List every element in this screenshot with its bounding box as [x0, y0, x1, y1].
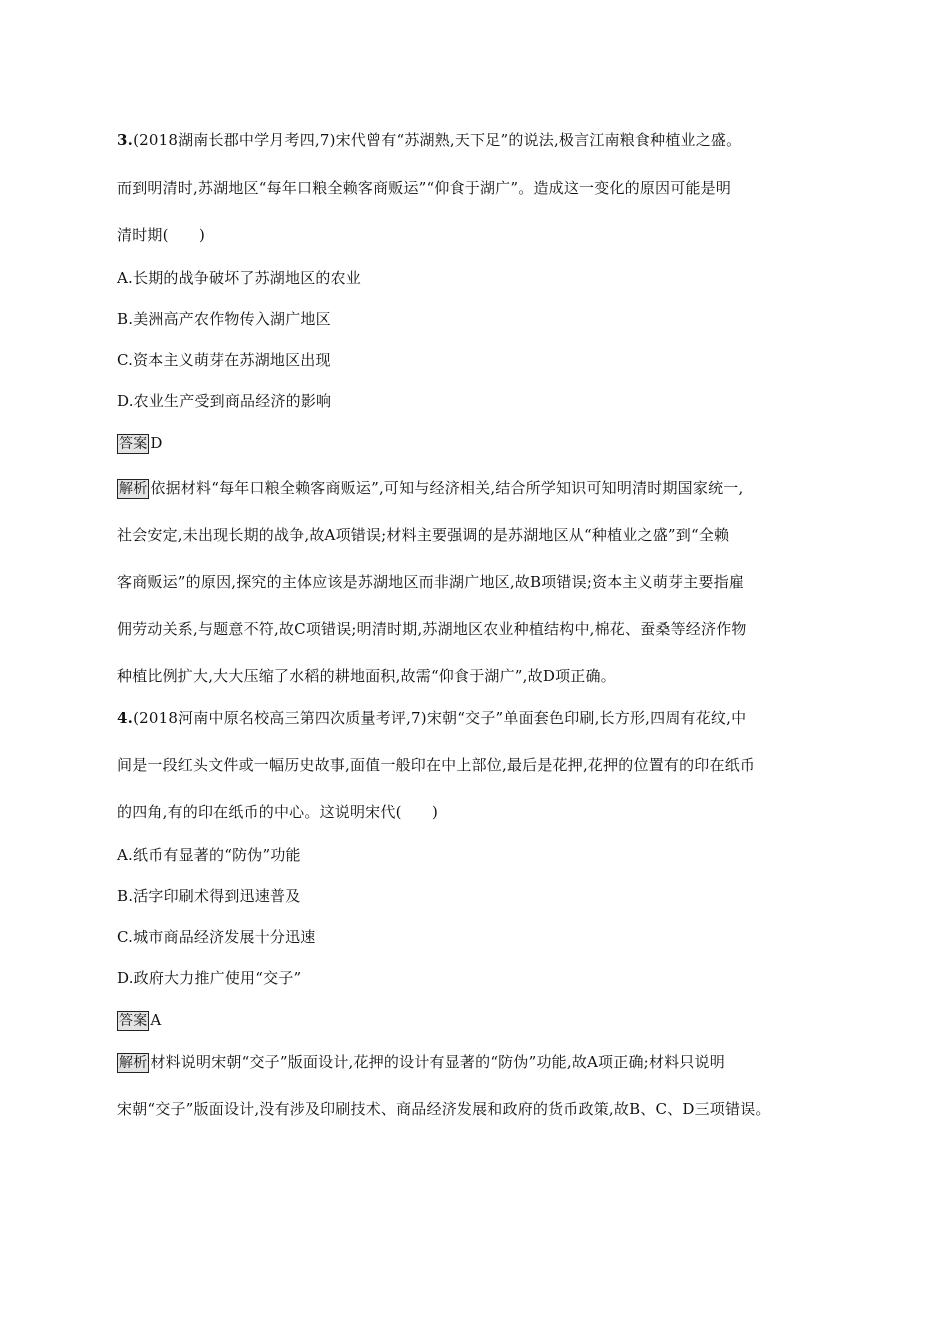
q4-option-d: D.政府大力推广使用“交子”	[117, 969, 302, 987]
q3-answer-label: 答案	[119, 436, 148, 452]
q3-analysis-line-2: 社会安定,未出现长期的战争,故A项错误;材料主要强调的是苏湖地区从“种植业之盛”到“全赖	[117, 526, 730, 544]
q4-answer-value: A	[150, 1011, 162, 1029]
q3-option-b: B.美洲高产农作物传入湖广地区	[117, 310, 331, 328]
q4-answer-line	[117, 1010, 847, 1031]
q3-option-d: D.农业生产受到商品经济的影响	[117, 392, 332, 410]
q4-stem-text-1: (2018河南中原名校高三第四次质量考评,7)宋朝“交子”单面套色印刷,长方形,四周有花纹,中	[133, 709, 747, 727]
q3-analysis-label: 解析	[119, 481, 148, 497]
q3-analysis-line-5: 种植比例扩大,大大压缩了水稻的耕地面积,故需“仰食于湖广”,故D项正确。	[117, 667, 616, 685]
q3-option-a: A.长期的战争破坏了苏湖地区的农业	[117, 269, 362, 287]
q4-option-a: A.纸币有显著的“防伪”功能	[117, 846, 301, 864]
q4-analysis-label: 解析	[119, 1055, 148, 1071]
q3-answer-line	[117, 433, 847, 454]
q3-stem-line-1	[117, 130, 847, 150]
q4-stem-line-1	[117, 708, 847, 728]
q3-option-c: C.资本主义萌芽在苏湖地区出现	[117, 351, 331, 369]
q4-option-c: C.城市商品经济发展十分迅速	[117, 928, 316, 946]
q3-answer-value: D	[150, 434, 163, 452]
q4-analysis-line-1	[117, 1052, 847, 1073]
q3-analysis-line-3: 客商贩运”的原因,探究的主体应该是苏湖地区而非湖广地区,故B项错误;资本主义萌芽主要指雇	[117, 573, 745, 591]
q3-stem-text-1: (2018湖南长郡中学月考四,7)宋代曾有“苏湖熟,天下足”的说法,极言江南粮食种植业之盛。	[133, 131, 742, 149]
q4-stem-line-2: 间是一段红头文件或一幅历史故事,面值一般印在中上部位,最后是花押,花押的位置有的印在纸币	[117, 756, 756, 774]
q4-answer-label: 答案	[119, 1013, 148, 1029]
q3-stem-line-2: 而到明清时,苏湖地区“每年口粮全赖客商贩运”“仰食于湖广”。造成这一变化的原因可能是明	[117, 179, 732, 197]
q4-option-b: B.活字印刷术得到迅速普及	[117, 887, 301, 905]
q3-analysis-line-4: 佣劳动关系,与题意不符,故C项错误;明清时期,苏湖地区农业种植结构中,棉花、蚕桑等经济作物	[117, 620, 747, 638]
q4-analysis-text-1: 材料说明宋朝“交子”版面设计,花押的设计有显著的“防伪”功能,故A项正确;材料只说明	[150, 1053, 725, 1071]
q4-number: 4.	[117, 709, 134, 727]
q4-analysis-line-2: 宋朝“交子”版面设计,没有涉及印刷技术、商品经济发展和政府的货币政策,故B、C、D三项错误。	[117, 1100, 771, 1118]
q3-analysis-text-1: 依据材料“每年口粮全赖客商贩运”,可知与经济相关,结合所学知识可知明清时期国家统一,	[150, 479, 744, 497]
q3-stem-line-3: 清时期( )	[117, 226, 206, 244]
q4-stem-line-3: 的四角,有的印在纸币的中心。这说明宋代( )	[117, 803, 439, 821]
q3-analysis-line-1	[117, 478, 847, 499]
q3-number: 3.	[117, 131, 134, 149]
